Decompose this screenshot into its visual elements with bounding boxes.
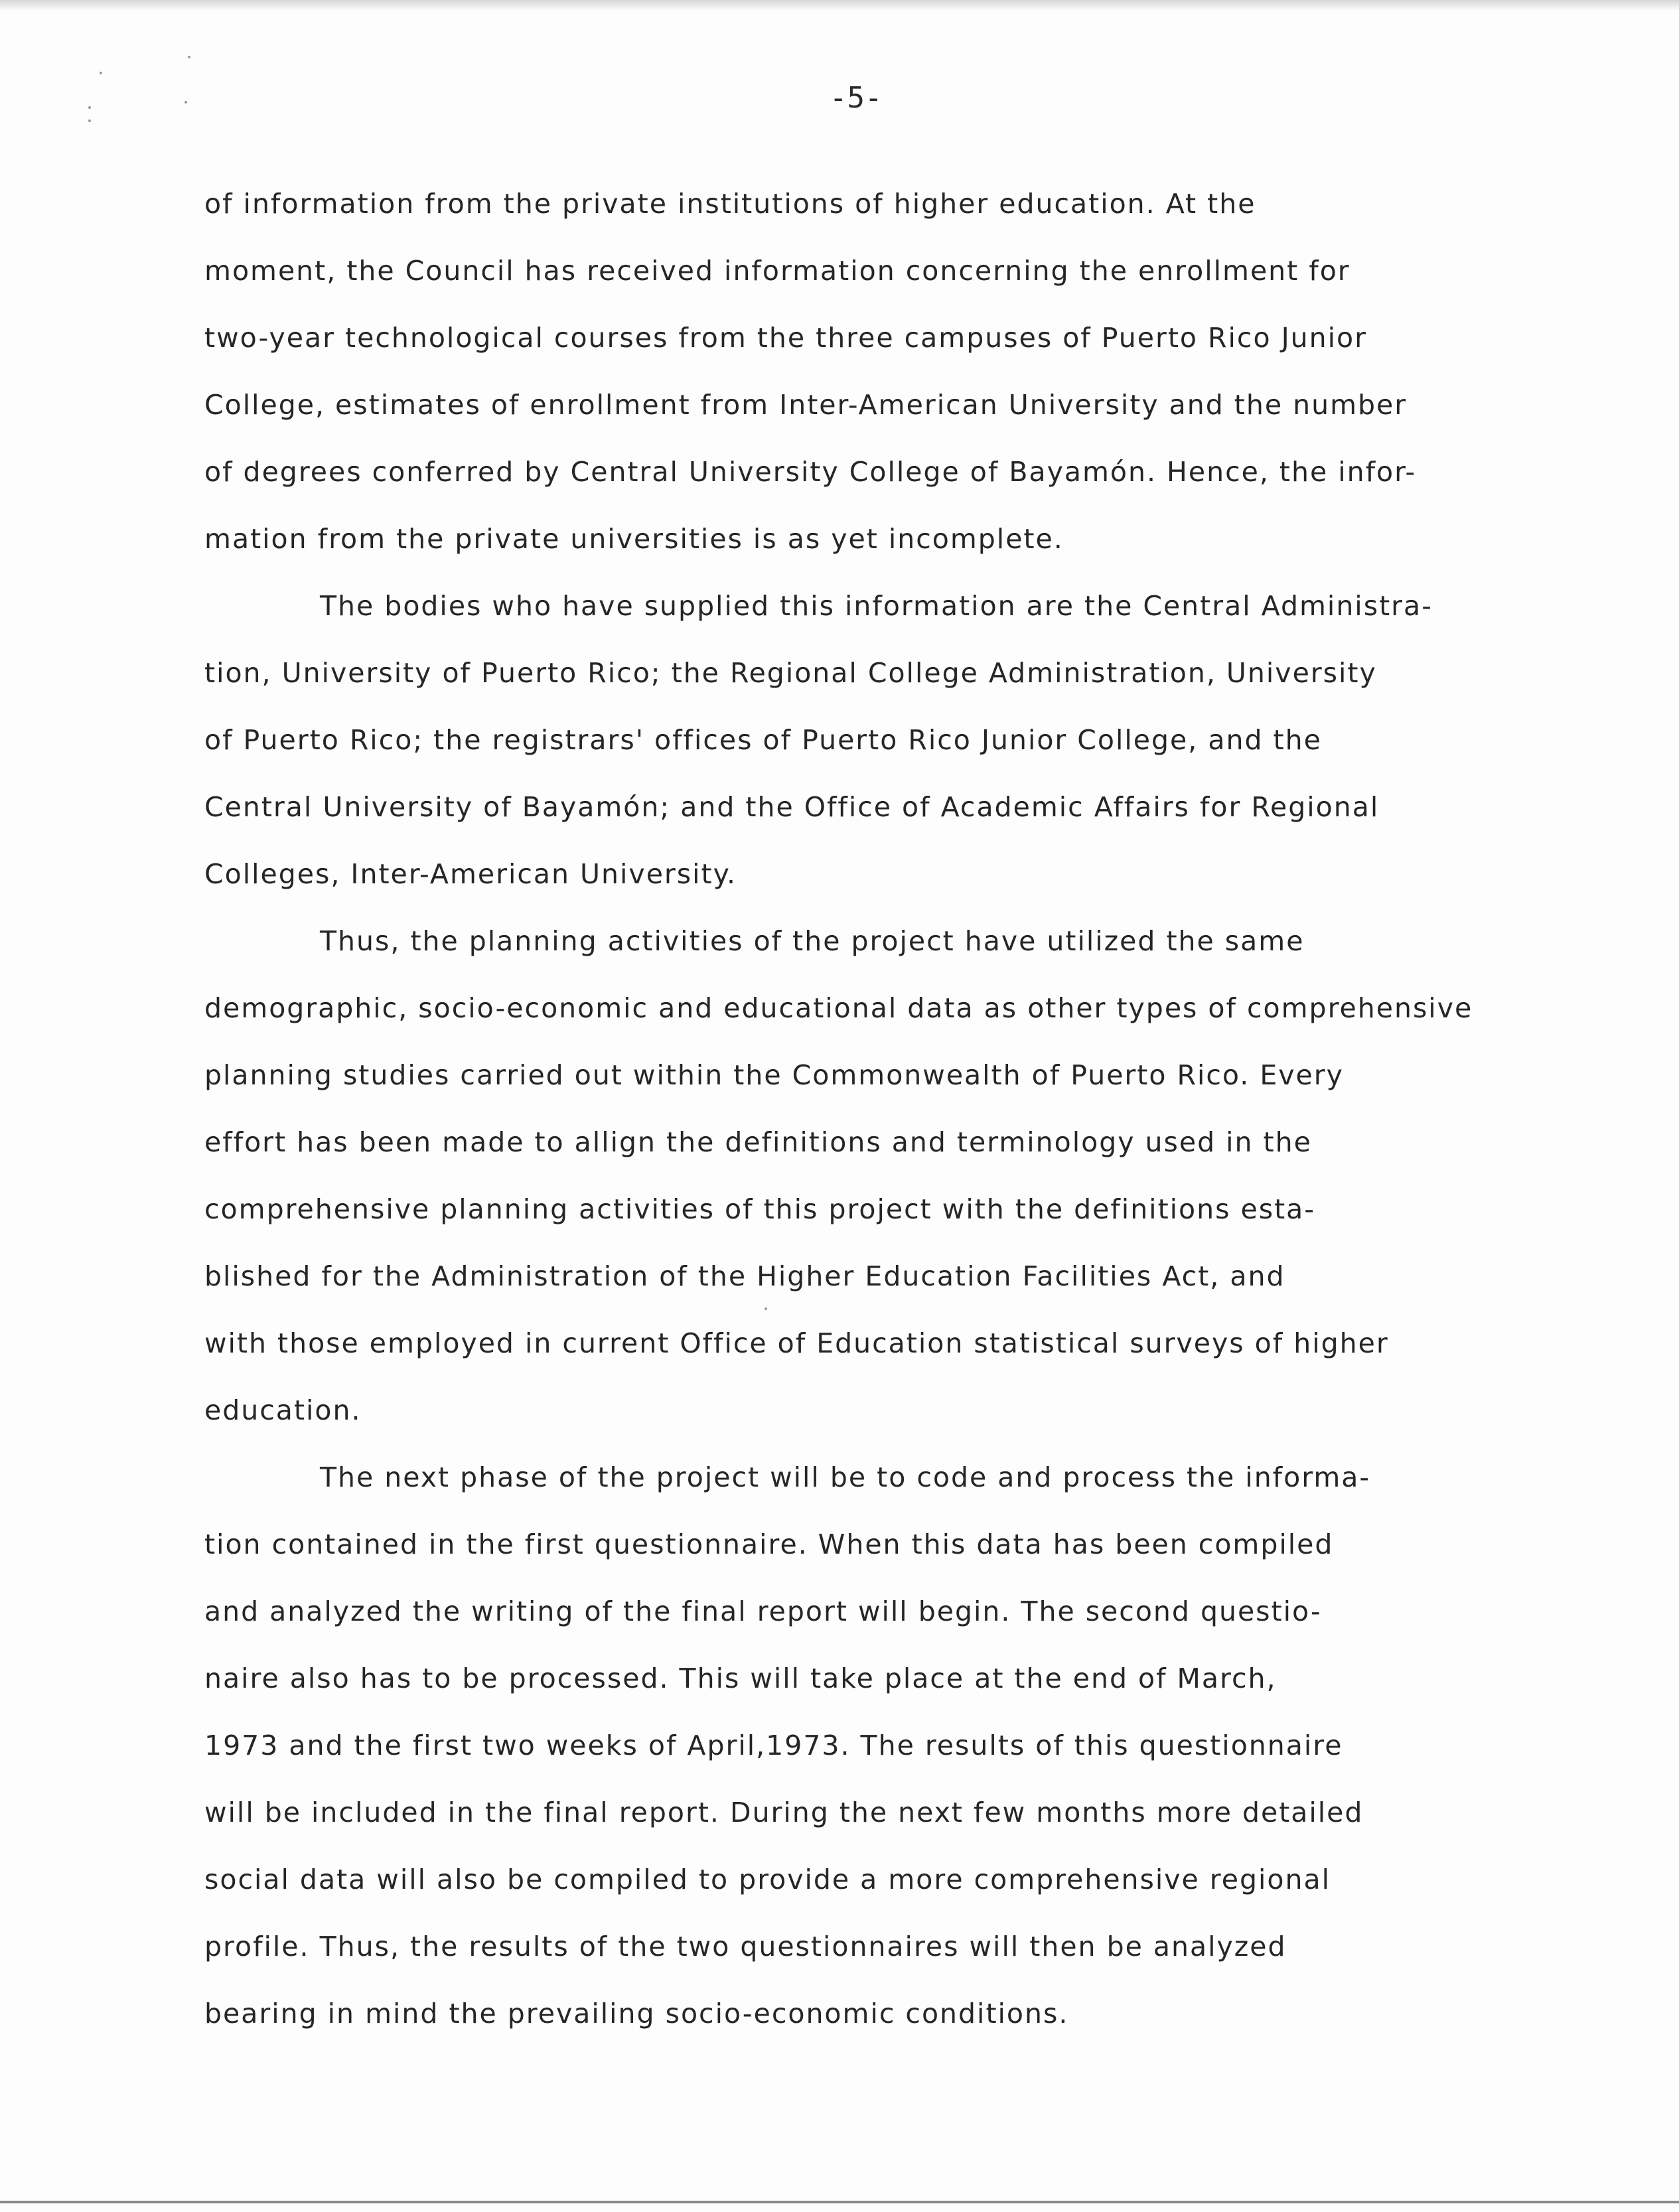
paragraph-first-line: The bodies who have supplied this information are the Central Administra- bbox=[320, 590, 1433, 622]
scan-top-edge bbox=[0, 0, 1679, 11]
body-line: blished for the Administration of the Higher Education Facilities Act, and bbox=[204, 1260, 1285, 1292]
body-line: 1973 and the first two weeks of April,1973. The results of this questionnaire bbox=[204, 1730, 1343, 1761]
body-line: education. bbox=[204, 1394, 362, 1426]
body-line: naire also has to be processed. This will take place at the end of March, bbox=[204, 1662, 1277, 1694]
body-line: moment, the Council has received information concerning the enrollment for bbox=[204, 255, 1350, 287]
scan-speck bbox=[88, 106, 91, 109]
body-line: Colleges, Inter-American University. bbox=[204, 858, 737, 890]
paragraph-first-line: Thus, the planning activities of the project have utilized the same bbox=[320, 925, 1305, 957]
scan-speck bbox=[184, 101, 187, 104]
body-line: social data will also be compiled to provide a more comprehensive regional bbox=[204, 1864, 1331, 1895]
body-line: planning studies carried out within the Commonwealth of Puerto Rico. Every bbox=[204, 1059, 1344, 1091]
body-line: mation from the private universities is as yet incomplete. bbox=[204, 523, 1064, 555]
body-line: tion, University of Puerto Rico; the Regional College Administration, University bbox=[204, 657, 1377, 689]
body-line: will be included in the final report. During the next few months more detailed bbox=[204, 1797, 1364, 1828]
body-line: demographic, socio-economic and educational data as other types of comprehensive bbox=[204, 992, 1473, 1024]
body-line: comprehensive planning activities of this project with the definitions esta- bbox=[204, 1193, 1316, 1225]
body-line: of degrees conferred by Central University College of Bayamón. Hence, the infor- bbox=[204, 456, 1417, 488]
body-line: and analyzed the writing of the final report will begin. The second questio- bbox=[204, 1595, 1322, 1627]
paragraph-first-line: The next phase of the project will be to code and process the informa- bbox=[320, 1461, 1371, 1493]
body-line: of Puerto Rico; the registrars' offices of Puerto Rico Junior College, and the bbox=[204, 724, 1322, 756]
body-line: two-year technological courses from the three campuses of Puerto Rico Junior bbox=[204, 322, 1367, 354]
body-line: College, estimates of enrollment from Inter-American University and the number bbox=[204, 389, 1408, 421]
scan-speck bbox=[88, 119, 91, 122]
body-line: profile. Thus, the results of the two questionnaires will then be analyzed bbox=[204, 1931, 1287, 1962]
body-line: tion contained in the first questionnaire. When this data has been compiled bbox=[204, 1528, 1334, 1560]
scan-speck bbox=[100, 72, 102, 74]
scan-speck bbox=[188, 56, 190, 58]
scan-bottom-edge bbox=[0, 2201, 1679, 2203]
page-number: -5- bbox=[830, 81, 883, 115]
body-line: of information from the private institutions of higher education. At the bbox=[204, 188, 1256, 220]
scan-speck bbox=[765, 1307, 767, 1310]
body-line: Central University of Bayamón; and the Office of Academic Affairs for Regional bbox=[204, 791, 1380, 823]
body-line: bearing in mind the prevailing socio-economic conditions. bbox=[204, 1998, 1069, 2029]
body-line: with those employed in current Office of Education statistical surveys of higher bbox=[204, 1327, 1389, 1359]
body-line: effort has been made to allign the definitions and terminology used in the bbox=[204, 1126, 1312, 1158]
